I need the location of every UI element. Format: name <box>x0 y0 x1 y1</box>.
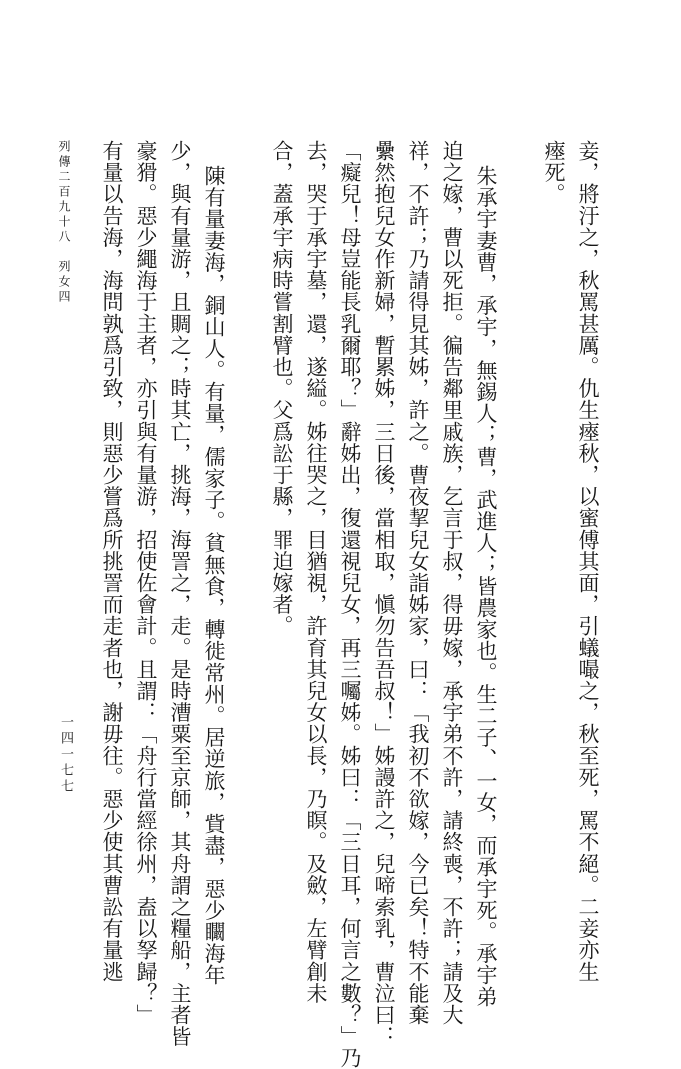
text-column: 迫之嫁，曹以死拒。徧告鄰里戚族，乞言于叔，得毋嫁，承宇弟不許，請終喪，不許；請及大 <box>440 140 464 1026</box>
text-column: 合，蓋承宇病時嘗割臂也。父爲訟于縣，罪迫嫁者。 <box>270 140 294 637</box>
text-column: 陳有量妻海，銅山人。有量，儒家子。貧無食，轉徙常州。居逆旅，貲盡，惡少矙海年 <box>202 165 226 986</box>
text-column: 朱承宇妻曹，承宇，無錫人；曹，武進人；皆農家也。生二子、一女，而承宇死。承宇弟 <box>474 165 498 1008</box>
text-column: 去，哭于承宇墓，還，遂縊。姊往哭之，目猶視，許育其兒女以長，乃瞑。及斂，左臂創未 <box>304 140 328 1004</box>
text-column: 妾，將汙之，秋罵甚厲。仇生瘞秋，以蜜傅其面，引蟻嘬之，秋至死，罵不絕。二妾亦生 <box>576 140 600 983</box>
running-header: 列傳二百九十八 列女四 <box>57 140 71 305</box>
page-number: 一四一七七 <box>58 715 73 795</box>
text-column: 豪猾。惡少繩海于主者，亦引與有量游，招使佐會計。且謂：「舟行當經徐州，盍以孥歸？」 <box>134 140 158 1026</box>
text-column: 「癡兒！母豈能長乳爾耶？」辭姊出，復還視兒女，再三囑姊。姊曰：「三日耳，何言之數？」乃 <box>338 140 362 1069</box>
text-column: 祥，不許；乃請得見其姊，許之。曹夜挈兒女詣姊家，曰：「我初不欲嫁，今已矣！特不能棄 <box>406 140 430 1026</box>
text-column: 有量以告海，海問孰爲引致，則惡少嘗爲所挑詈而走者也，謝毋往。惡少使其曹訟有量逃 <box>100 140 124 983</box>
text-column: 少，與有量游，且賙之；時其亡，挑海，海詈之，走。是時漕粟至京師，其舟謂之糧船，主者皆 <box>168 140 192 1048</box>
text-column: 纍然抱兒女作新婦，暫累姊，三日後，當相取，愼勿告吾叔！」姊謾許之，兒啼索乳，曹泣曰： <box>372 140 396 1048</box>
text-column: 瘞死。 <box>542 140 566 205</box>
